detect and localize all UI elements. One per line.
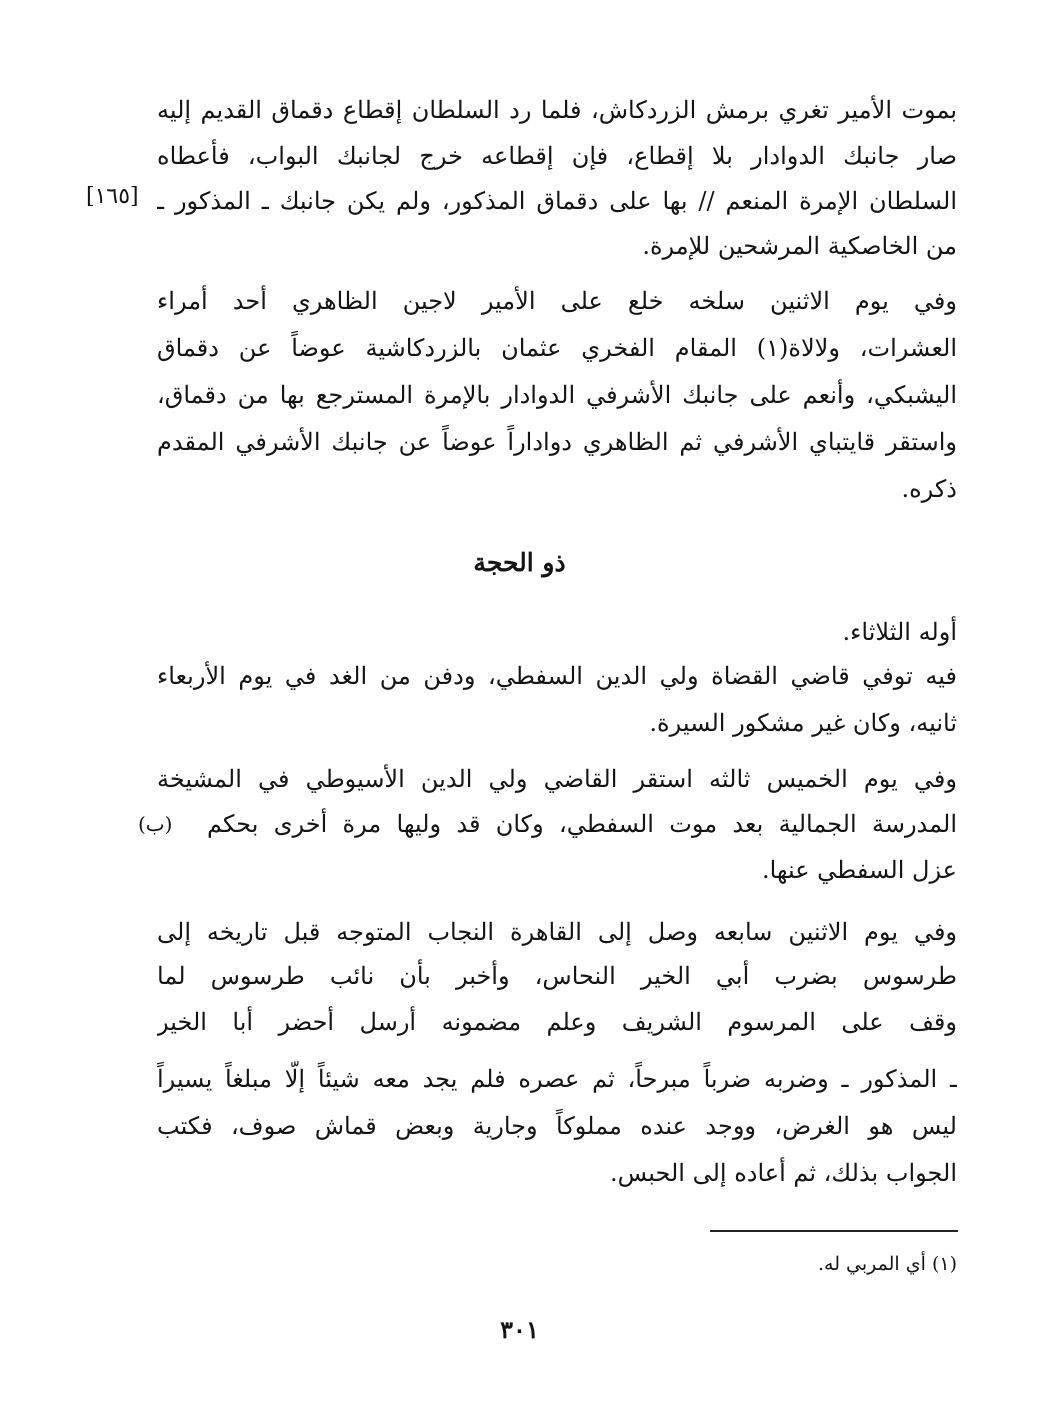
manuscript-mark: (ب) bbox=[138, 812, 173, 836]
text-line: وقف على المرسوم الشريف وعلم مضمونه أرسل أحضر أبا الخير bbox=[157, 1008, 957, 1036]
text-line: وفي يوم الاثنين سلخه خلع على الأمير لاجين الظاهري أحد أمراء bbox=[157, 287, 957, 315]
text-line: فيه توفي قاضي القضاة ولي الدين السفطي، ودفن من الغد في يوم الأربعاء bbox=[157, 662, 957, 690]
text-line: من الخاصكية المرشحين للإمرة. bbox=[642, 232, 957, 260]
text-line: ذكره. bbox=[901, 475, 957, 503]
text-line: ليس هو الغرض، ووجد عنده مملوكاً وجارية وبعض قماش صوف، فكتب bbox=[157, 1112, 957, 1140]
text-line: العشرات، ولالاة(١) المقام الفخري عثمان بالزردكاشية عوضاً عن دقماق bbox=[157, 334, 957, 362]
text-line: وفي يوم الخميس ثالثه استقر القاضي ولي الدين الأسيوطي في المشيخة bbox=[157, 765, 957, 793]
text-line: الجواب بذلك، ثم أعاده إلى الحبس. bbox=[610, 1159, 957, 1187]
footnote-separator bbox=[710, 1230, 958, 1232]
text-line: بموت الأمير تغري برمش الزردكاش، فلما رد السلطان إقطاع دقماق القديم إليه bbox=[157, 96, 957, 124]
text-line: صار جانبك الدوادار بلا إقطاع، فإن إقطاعه خرج لجانبك البواب، فأعطاه bbox=[157, 142, 957, 170]
text-line: المدرسة الجمالية بعد موت السفطي، وكان قد وليها مرة أخرى بحكم bbox=[207, 810, 957, 838]
text-line: طرسوس بضرب أبي الخير النحاس، وأخبر بأن نائب طرسوس لما bbox=[157, 962, 957, 990]
text-line: وفي يوم الاثنين سابعه وصل إلى القاهرة النجاب المتوجه قبل تاريخه إلى bbox=[157, 918, 957, 946]
text-line: ثانيه، وكان غير مشكور السيرة. bbox=[649, 709, 957, 737]
text-line: ـ المذكور ـ وضربه ضرباً مبرحاً، ثم عصره فلم يجد معه شيئاً إلّا مبلغاً يسيراً bbox=[157, 1065, 957, 1093]
page-number: ٣٠١ bbox=[500, 1315, 539, 1344]
text-line: اليشبكي، وأنعم على جانبك الأشرفي الدوادار بالإمرة المسترجع بها من دقماق، bbox=[157, 381, 957, 409]
folio-reference: [١٦٥] bbox=[86, 184, 139, 209]
text-line: أوله الثلاثاء. bbox=[842, 618, 957, 646]
text-line: عزل السفطي عنها. bbox=[761, 856, 957, 884]
text-line: واستقر قايتباي الأشرفي ثم الظاهري دواداراً عوضاً عن جانبك الأشرفي المقدم bbox=[157, 428, 957, 456]
text-line: السلطان الإمرة المنعم // بها على دقماق المذكور، ولم يكن جانبك ـ المذكور ـ bbox=[157, 187, 957, 215]
footnote: (١) أي المربي له. bbox=[818, 1253, 957, 1275]
section-heading: ذو الحجة bbox=[473, 548, 566, 577]
